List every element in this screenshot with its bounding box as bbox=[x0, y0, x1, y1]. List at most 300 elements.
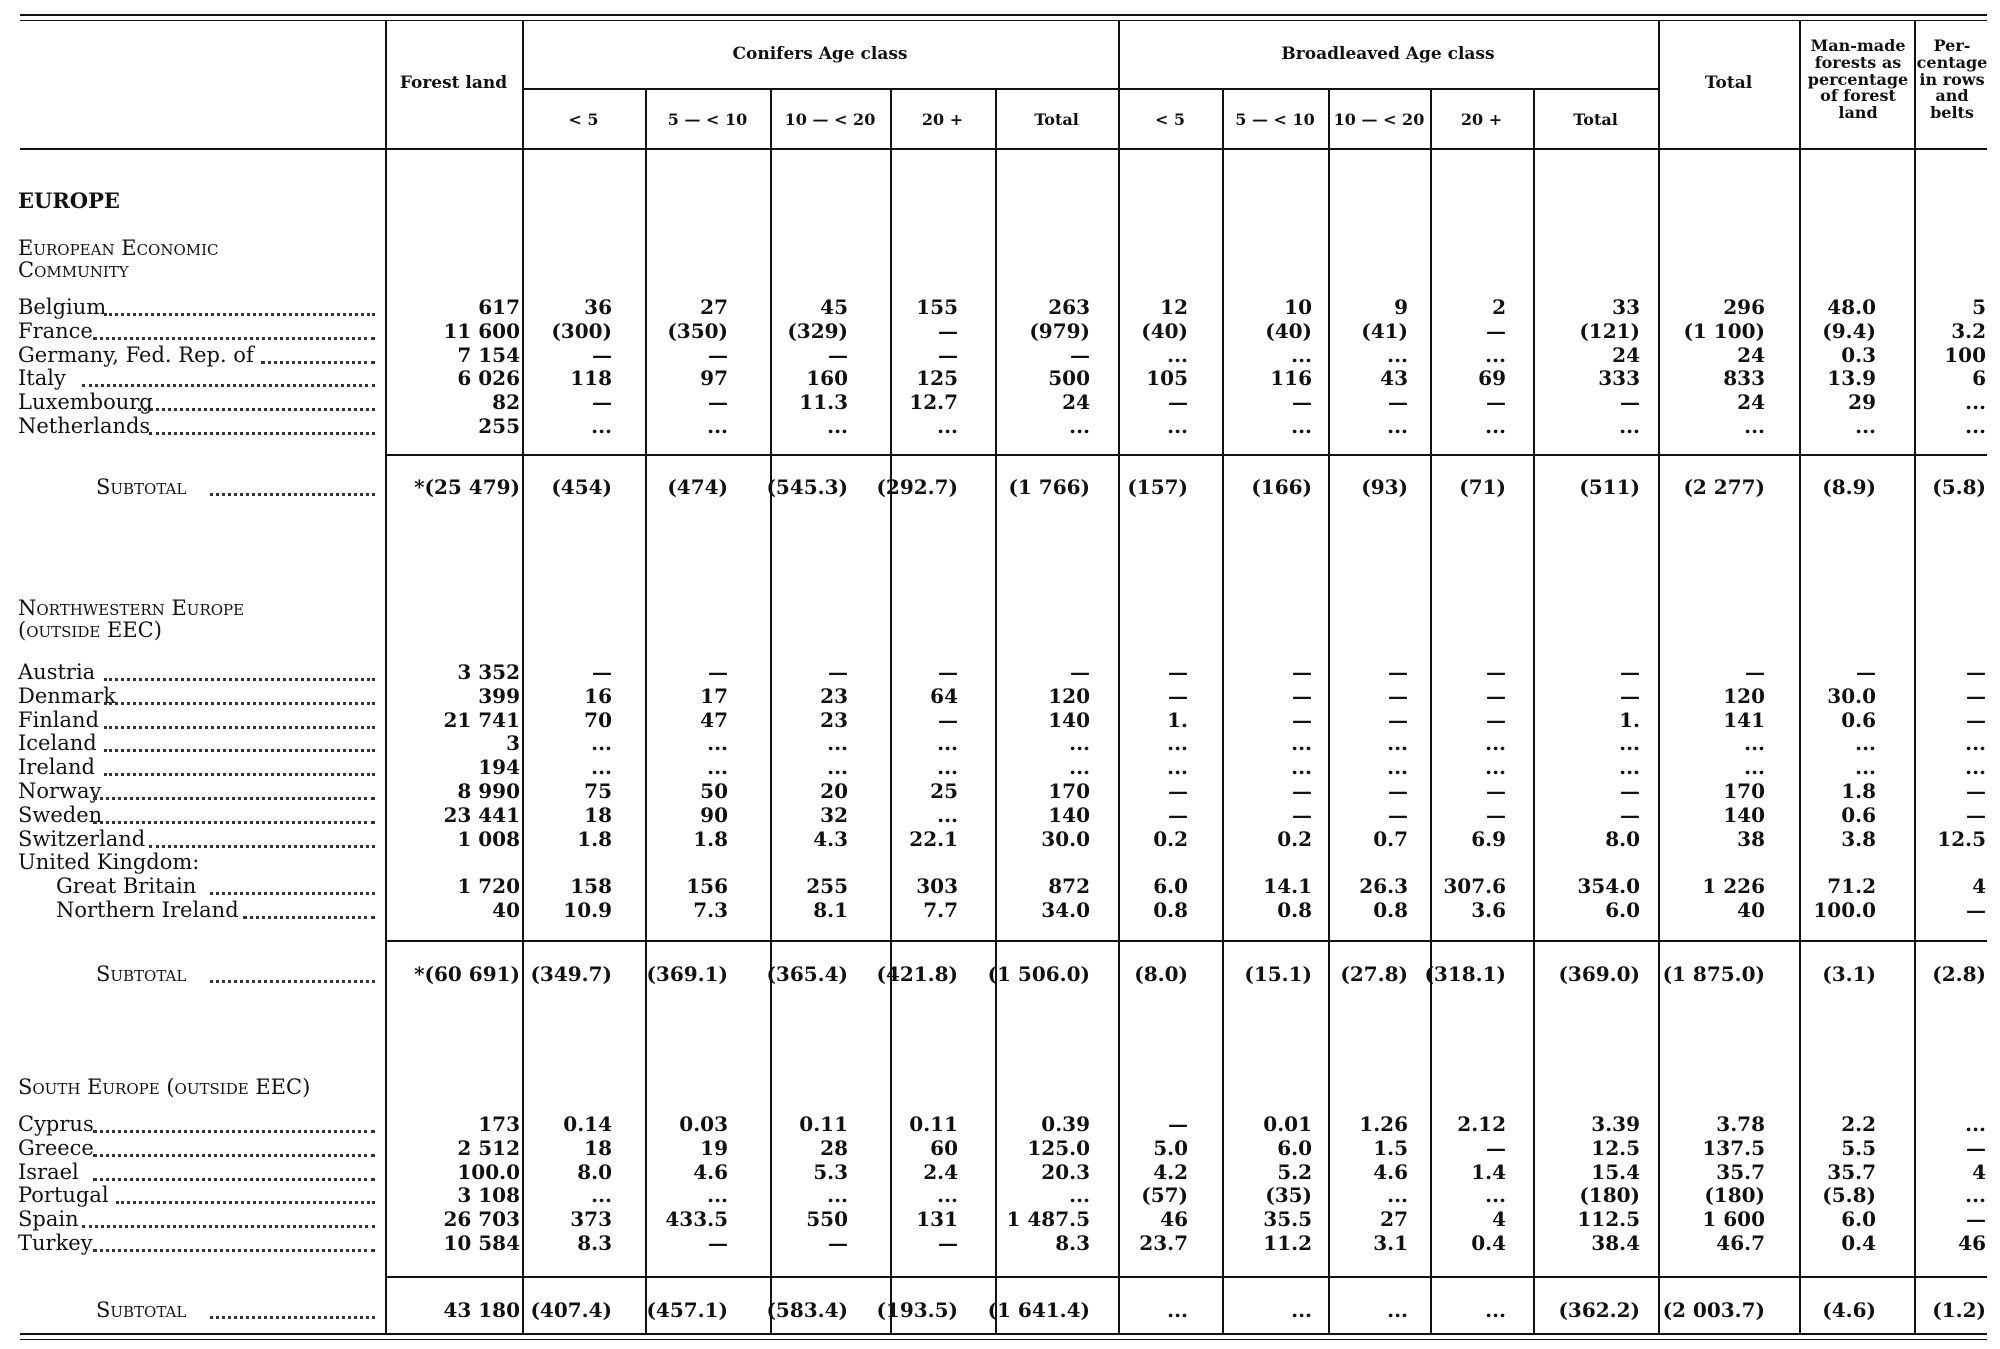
table-cell: (180) bbox=[1704, 1183, 1765, 1207]
table-cell: 24 bbox=[1612, 343, 1640, 367]
header-broadleaved-group: Broadleaved Age class bbox=[1281, 44, 1495, 64]
table-cell: (545.3) bbox=[766, 475, 848, 499]
table-cell: 25 bbox=[930, 779, 958, 803]
table-cell: — bbox=[1388, 803, 1408, 827]
table-cell: 3 108 bbox=[457, 1183, 520, 1207]
table-cell: 255 bbox=[478, 414, 520, 438]
table-cell: (979) bbox=[1029, 319, 1090, 343]
header-broadleaf-age-4: Total bbox=[1573, 110, 1618, 129]
leader-dots bbox=[104, 771, 375, 776]
table-cell: ... bbox=[1291, 1298, 1312, 1322]
table-cell: 0.7 bbox=[1373, 827, 1408, 851]
table-cell: ... bbox=[1069, 1183, 1090, 1207]
table-cell: — bbox=[1620, 660, 1640, 684]
table-cell: — bbox=[1388, 684, 1408, 708]
table-cell: 24 bbox=[1737, 343, 1765, 367]
table-cell: (349.7) bbox=[530, 962, 612, 986]
table-cell: 1.8 bbox=[577, 827, 612, 851]
table-cell: 1 720 bbox=[457, 874, 520, 898]
table-cell: 43 180 bbox=[443, 1298, 520, 1322]
table-cell: — bbox=[1486, 803, 1506, 827]
leader-dots bbox=[116, 1199, 375, 1204]
table-cell: 7 154 bbox=[457, 343, 520, 367]
table-cell: (193.5) bbox=[876, 1298, 958, 1322]
table-cell: ... bbox=[827, 731, 848, 755]
table-cell: 18 bbox=[584, 803, 612, 827]
table-cell: 0.39 bbox=[1041, 1112, 1090, 1136]
row-label: Italy bbox=[18, 366, 66, 390]
table-cell: 125.0 bbox=[1027, 1136, 1090, 1160]
table-cell: 75 bbox=[584, 779, 612, 803]
table-cell: 24 bbox=[1737, 390, 1765, 414]
table-cell: ... bbox=[1485, 343, 1506, 367]
table-cell: — bbox=[592, 390, 612, 414]
table-cell: 30.0 bbox=[1827, 684, 1876, 708]
table-cell: ... bbox=[1167, 343, 1188, 367]
table-cell: ... bbox=[1167, 1298, 1188, 1322]
table-cell: 24 bbox=[1062, 390, 1090, 414]
table-cell: — bbox=[938, 1231, 958, 1255]
leader-dots bbox=[104, 700, 375, 705]
table-cell: — bbox=[1168, 660, 1188, 684]
table-cell: 43 bbox=[1380, 366, 1408, 390]
table-cell: ... bbox=[1485, 731, 1506, 755]
table-cell: (1 506.0) bbox=[987, 962, 1090, 986]
table-cell: ... bbox=[1855, 414, 1876, 438]
table-cell: 10.9 bbox=[563, 898, 612, 922]
table-cell: (2 003.7) bbox=[1662, 1298, 1765, 1322]
table-cell: — bbox=[1966, 660, 1986, 684]
table-cell: 4.3 bbox=[813, 827, 848, 851]
table-cell: 9 bbox=[1394, 295, 1408, 319]
table-cell: — bbox=[1856, 660, 1876, 684]
table-cell: (365.4) bbox=[766, 962, 848, 986]
table-cell: 1.5 bbox=[1373, 1136, 1408, 1160]
group-title: Community bbox=[18, 258, 129, 282]
table-cell: 194 bbox=[478, 755, 520, 779]
table-cell: 8.3 bbox=[577, 1231, 612, 1255]
table-cell: ... bbox=[707, 731, 728, 755]
table-cell: (3.1) bbox=[1822, 962, 1876, 986]
table-cell: 131 bbox=[916, 1207, 958, 1231]
table-cell: (362.2) bbox=[1558, 1298, 1640, 1322]
table-cell: 1. bbox=[1619, 708, 1640, 732]
table-cell: 12.7 bbox=[909, 390, 958, 414]
row-label: Northern Ireland bbox=[56, 898, 239, 922]
table-cell: 38.4 bbox=[1591, 1231, 1640, 1255]
table-cell: 140 bbox=[1048, 803, 1090, 827]
table-cell: 97 bbox=[700, 366, 728, 390]
table-cell: 1.8 bbox=[693, 827, 728, 851]
header-total: Total bbox=[1704, 73, 1753, 93]
table-cell: 8.0 bbox=[1605, 827, 1640, 851]
table-cell: ... bbox=[1485, 1298, 1506, 1322]
table-cell: 30.0 bbox=[1041, 827, 1090, 851]
header-forest-land: Forest land bbox=[399, 73, 508, 93]
top-rule-2 bbox=[20, 20, 1987, 21]
table-cell: 617 bbox=[478, 295, 520, 319]
table-cell: 8 990 bbox=[457, 779, 520, 803]
table-cell: (121) bbox=[1579, 319, 1640, 343]
region-title: EUROPE bbox=[18, 188, 120, 213]
table-cell: 4 bbox=[1972, 874, 1986, 898]
table-cell: 0.2 bbox=[1153, 827, 1188, 851]
row-label: Israel bbox=[18, 1160, 79, 1184]
table-cell: — bbox=[1486, 319, 1506, 343]
table-cell: 1 226 bbox=[1702, 874, 1765, 898]
table-cell: (5.8) bbox=[1822, 1183, 1876, 1207]
table-cell: 12.5 bbox=[1591, 1136, 1640, 1160]
table-cell: — bbox=[1292, 779, 1312, 803]
group-title: Northwestern Europe bbox=[18, 596, 245, 620]
table-cell: 433.5 bbox=[665, 1207, 728, 1231]
table-cell: 28 bbox=[820, 1136, 848, 1160]
table-cell: 2 bbox=[1492, 295, 1506, 319]
table-cell: ... bbox=[1965, 1112, 1986, 1136]
table-cell: — bbox=[708, 660, 728, 684]
table-cell: 36 bbox=[584, 295, 612, 319]
table-cell: 3.78 bbox=[1716, 1112, 1765, 1136]
table-cell: 17 bbox=[700, 684, 728, 708]
table-cell: 23 bbox=[820, 684, 848, 708]
table-cell: 2.4 bbox=[923, 1160, 958, 1184]
table-cell: 1.8 bbox=[1841, 779, 1876, 803]
table-cell: — bbox=[1966, 779, 1986, 803]
table-cell: (40) bbox=[1141, 319, 1188, 343]
table-cell: (9.4) bbox=[1822, 319, 1876, 343]
table-cell: — bbox=[1966, 684, 1986, 708]
row-label: Ireland bbox=[18, 755, 95, 779]
table-cell: 7.7 bbox=[923, 898, 958, 922]
table-cell: 263 bbox=[1048, 295, 1090, 319]
table-cell: 333 bbox=[1598, 366, 1640, 390]
table-cell: 140 bbox=[1048, 708, 1090, 732]
table-cell: 1 600 bbox=[1702, 1207, 1765, 1231]
table-cell: 3.2 bbox=[1951, 319, 1986, 343]
table-cell: 48.0 bbox=[1827, 295, 1876, 319]
row-label: Switzerland bbox=[18, 827, 146, 851]
leader-dots bbox=[104, 676, 375, 681]
header-man-made: Man-made forests as percentage of forest land bbox=[1807, 36, 1909, 123]
leader-dots bbox=[93, 819, 375, 824]
table-cell: 47 bbox=[700, 708, 728, 732]
table-cell: 5.0 bbox=[1153, 1136, 1188, 1160]
table-cell: — bbox=[708, 390, 728, 414]
table-cell: 5.3 bbox=[813, 1160, 848, 1184]
leader-dots bbox=[138, 406, 375, 411]
table-cell: 11 600 bbox=[443, 319, 520, 343]
table-cell: (1 875.0) bbox=[1662, 962, 1765, 986]
table-cell: — bbox=[938, 708, 958, 732]
column-rule bbox=[385, 21, 387, 1333]
subtotal-label: Subtotal bbox=[96, 962, 187, 986]
header-conifers-group: Conifers Age class bbox=[732, 44, 908, 64]
table-cell: 0.6 bbox=[1841, 803, 1876, 827]
table-cell: — bbox=[1620, 779, 1640, 803]
table-cell: — bbox=[1292, 684, 1312, 708]
table-cell: 32 bbox=[820, 803, 848, 827]
subtotal-rule bbox=[385, 454, 1987, 456]
table-cell: ... bbox=[1855, 731, 1876, 755]
table-cell: (583.4) bbox=[766, 1298, 848, 1322]
table-cell: — bbox=[1620, 390, 1640, 414]
table-cell: 46 bbox=[1958, 1231, 1986, 1255]
table-cell: (300) bbox=[551, 319, 612, 343]
bottom-rule-2 bbox=[20, 1339, 1987, 1340]
table-cell: ... bbox=[1387, 414, 1408, 438]
table-cell: ... bbox=[1069, 755, 1090, 779]
table-cell: 303 bbox=[916, 874, 958, 898]
table-cell: 100.0 bbox=[457, 1160, 520, 1184]
table-cell: 8.0 bbox=[577, 1160, 612, 1184]
table-cell: 8.3 bbox=[1055, 1231, 1090, 1255]
table-cell: 71.2 bbox=[1827, 874, 1876, 898]
table-cell: 307.6 bbox=[1443, 874, 1506, 898]
table-cell: ... bbox=[937, 414, 958, 438]
table-cell: 12 bbox=[1160, 295, 1188, 319]
table-cell: ... bbox=[937, 755, 958, 779]
table-cell: ... bbox=[937, 731, 958, 755]
table-cell: 6 026 bbox=[457, 366, 520, 390]
table-cell: 173 bbox=[478, 1112, 520, 1136]
table-cell: — bbox=[1966, 1207, 1986, 1231]
leader-dots bbox=[149, 843, 375, 848]
table-cell: 872 bbox=[1048, 874, 1090, 898]
row-label: France bbox=[18, 319, 93, 343]
table-cell: 2 512 bbox=[457, 1136, 520, 1160]
table-cell: 112.5 bbox=[1577, 1207, 1640, 1231]
row-label: Finland bbox=[18, 708, 100, 732]
table-cell: *(25 479) bbox=[414, 475, 520, 499]
table-cell: 38 bbox=[1737, 827, 1765, 851]
table-cell: — bbox=[592, 343, 612, 367]
table-cell: ... bbox=[937, 1183, 958, 1207]
table-cell: 11.3 bbox=[799, 390, 848, 414]
table-cell: 26 703 bbox=[443, 1207, 520, 1231]
table-cell: ... bbox=[1965, 1183, 1986, 1207]
table-cell: ... bbox=[1855, 755, 1876, 779]
table-cell: 0.14 bbox=[563, 1112, 612, 1136]
table-cell: 27 bbox=[1380, 1207, 1408, 1231]
table-cell: 6.0 bbox=[1605, 898, 1640, 922]
table-cell: — bbox=[1168, 803, 1188, 827]
leader-dots bbox=[149, 430, 375, 435]
row-label: Netherlands bbox=[18, 414, 151, 438]
table-cell: 373 bbox=[570, 1207, 612, 1231]
leader-dots bbox=[93, 335, 375, 340]
leader-dots bbox=[82, 1223, 375, 1228]
table-cell: 105 bbox=[1146, 366, 1188, 390]
table-cell: ... bbox=[591, 731, 612, 755]
table-cell: 50 bbox=[700, 779, 728, 803]
table-cell: ... bbox=[591, 755, 612, 779]
row-label: Germany, Fed. Rep. of bbox=[18, 343, 254, 367]
leader-dots bbox=[93, 1152, 375, 1157]
broadleaved-group-rule bbox=[1118, 88, 1658, 90]
bottom-rule-1 bbox=[20, 1333, 1987, 1335]
table-cell: 60 bbox=[930, 1136, 958, 1160]
table-cell: ... bbox=[827, 755, 848, 779]
table-cell: ... bbox=[1291, 414, 1312, 438]
table-cell: — bbox=[938, 343, 958, 367]
table-cell: — bbox=[1620, 803, 1640, 827]
row-label: Great Britain bbox=[56, 874, 197, 898]
table-cell: 27 bbox=[700, 295, 728, 319]
table-cell: 399 bbox=[478, 684, 520, 708]
table-cell: 45 bbox=[820, 295, 848, 319]
table-cell: 16 bbox=[584, 684, 612, 708]
table-cell: 35.7 bbox=[1716, 1160, 1765, 1184]
table-cell: ... bbox=[1167, 414, 1188, 438]
row-label: Greece bbox=[18, 1136, 94, 1160]
header-bottom-rule bbox=[20, 148, 1987, 150]
table-cell: 0.8 bbox=[1153, 898, 1188, 922]
table-cell: 5.5 bbox=[1841, 1136, 1876, 1160]
table-cell: — bbox=[1745, 660, 1765, 684]
table-cell: 0.03 bbox=[679, 1112, 728, 1136]
table-cell: 3.6 bbox=[1471, 898, 1506, 922]
table-cell: 4.6 bbox=[693, 1160, 728, 1184]
table-cell: (5.8) bbox=[1932, 475, 1986, 499]
table-cell: — bbox=[1168, 390, 1188, 414]
table-cell: — bbox=[938, 319, 958, 343]
table-cell: 550 bbox=[806, 1207, 848, 1231]
table-cell: 4 bbox=[1492, 1207, 1506, 1231]
row-label: Luxembourg bbox=[18, 390, 153, 414]
table-cell: — bbox=[1388, 708, 1408, 732]
table-cell: — bbox=[1966, 803, 1986, 827]
table-cell: 3.39 bbox=[1591, 1112, 1640, 1136]
table-cell: 100.0 bbox=[1813, 898, 1876, 922]
table-cell: — bbox=[828, 1231, 848, 1255]
table-cell: (41) bbox=[1361, 319, 1408, 343]
header-percentage-rows: Per-centage in rows and belts bbox=[1916, 36, 1988, 123]
row-label: Denmark bbox=[18, 684, 116, 708]
leader-dots bbox=[210, 1314, 375, 1319]
table-cell: ... bbox=[1387, 1298, 1408, 1322]
table-cell: — bbox=[1070, 343, 1090, 367]
table-cell: (35) bbox=[1265, 1183, 1312, 1207]
table-cell: 34.0 bbox=[1041, 898, 1090, 922]
table-cell: 354.0 bbox=[1577, 874, 1640, 898]
table-cell: (57) bbox=[1141, 1183, 1188, 1207]
table-cell: 8.1 bbox=[813, 898, 848, 922]
row-label: United Kingdom: bbox=[18, 850, 200, 874]
table-cell: 3 bbox=[506, 731, 520, 755]
row-label: Spain bbox=[18, 1207, 79, 1231]
table-cell: 14.1 bbox=[1263, 874, 1312, 898]
table-cell: 0.3 bbox=[1841, 343, 1876, 367]
table-cell: 40 bbox=[492, 898, 520, 922]
row-label: Portugal bbox=[18, 1183, 109, 1207]
table-cell: — bbox=[1486, 684, 1506, 708]
table-cell: ... bbox=[1965, 755, 1986, 779]
table-cell: 0.11 bbox=[909, 1112, 958, 1136]
table-cell: ... bbox=[1387, 755, 1408, 779]
header-conifer-age-3: 20 + bbox=[921, 110, 964, 129]
table-cell: — bbox=[1168, 1112, 1188, 1136]
table-cell: 0.4 bbox=[1841, 1231, 1876, 1255]
leader-dots bbox=[93, 1176, 375, 1181]
table-cell: 100 bbox=[1944, 343, 1986, 367]
table-cell: 0.8 bbox=[1373, 898, 1408, 922]
row-label: Iceland bbox=[18, 731, 97, 755]
table-cell: ... bbox=[707, 1183, 728, 1207]
table-cell: 137.5 bbox=[1702, 1136, 1765, 1160]
table-cell: — bbox=[1966, 708, 1986, 732]
table-cell: 4.6 bbox=[1373, 1160, 1408, 1184]
table-cell: 0.4 bbox=[1471, 1231, 1506, 1255]
table-cell: (1 100) bbox=[1683, 319, 1765, 343]
leader-dots bbox=[261, 359, 375, 364]
leader-dots bbox=[82, 382, 375, 387]
table-cell: — bbox=[1486, 660, 1506, 684]
table-cell: — bbox=[1168, 684, 1188, 708]
table-cell: (511) bbox=[1579, 475, 1640, 499]
table-cell: — bbox=[1292, 390, 1312, 414]
table-cell: 82 bbox=[492, 390, 520, 414]
table-cell: ... bbox=[937, 803, 958, 827]
table-cell: 1 008 bbox=[457, 827, 520, 851]
table-cell: — bbox=[1966, 1136, 1986, 1160]
header-broadleaf-age-1: 5 — < 10 bbox=[1235, 110, 1315, 129]
table-cell: 116 bbox=[1270, 366, 1312, 390]
table-cell: ... bbox=[591, 1183, 612, 1207]
table-cell: ... bbox=[1744, 731, 1765, 755]
table-cell: 158 bbox=[570, 874, 612, 898]
table-cell: 46 bbox=[1160, 1207, 1188, 1231]
header-conifer-age-0: < 5 bbox=[568, 110, 599, 129]
table-cell: (93) bbox=[1361, 475, 1408, 499]
leader-dots bbox=[104, 747, 375, 752]
table-cell: (350) bbox=[667, 319, 728, 343]
table-cell: (318.1) bbox=[1424, 962, 1506, 986]
table-cell: 6.0 bbox=[1841, 1207, 1876, 1231]
table-cell: ... bbox=[1744, 414, 1765, 438]
table-cell: 69 bbox=[1478, 366, 1506, 390]
table-cell: (1 641.4) bbox=[987, 1298, 1090, 1322]
table-cell: 125 bbox=[916, 366, 958, 390]
table-cell: 5 bbox=[1972, 295, 1986, 319]
table-cell: 2.12 bbox=[1457, 1112, 1506, 1136]
table-cell: ... bbox=[1744, 755, 1765, 779]
table-cell: — bbox=[1168, 779, 1188, 803]
row-label: Austria bbox=[18, 660, 96, 684]
table-cell: (2.8) bbox=[1932, 962, 1986, 986]
table-cell: (369.0) bbox=[1558, 962, 1640, 986]
leader-dots bbox=[93, 1247, 375, 1252]
table-cell: 20.3 bbox=[1041, 1160, 1090, 1184]
table-cell: 33 bbox=[1612, 295, 1640, 319]
table-cell: 19 bbox=[700, 1136, 728, 1160]
row-label: Belgium bbox=[18, 295, 107, 319]
table-cell: — bbox=[1486, 779, 1506, 803]
table-cell: ... bbox=[1387, 1183, 1408, 1207]
table-cell: (1.2) bbox=[1932, 1298, 1986, 1322]
table-cell: ... bbox=[1291, 731, 1312, 755]
table-cell: ... bbox=[1291, 343, 1312, 367]
header-conifer-age-4: Total bbox=[1034, 110, 1079, 129]
table-cell: 500 bbox=[1048, 366, 1090, 390]
table-cell: — bbox=[1620, 684, 1640, 708]
table-cell: 6.9 bbox=[1471, 827, 1506, 851]
table-cell: 64 bbox=[930, 684, 958, 708]
subtotal-rule bbox=[385, 940, 1987, 942]
leader-dots bbox=[104, 311, 375, 316]
table-cell: 2.2 bbox=[1841, 1112, 1876, 1136]
table-cell: ... bbox=[1167, 755, 1188, 779]
table-cell: 118 bbox=[570, 366, 612, 390]
